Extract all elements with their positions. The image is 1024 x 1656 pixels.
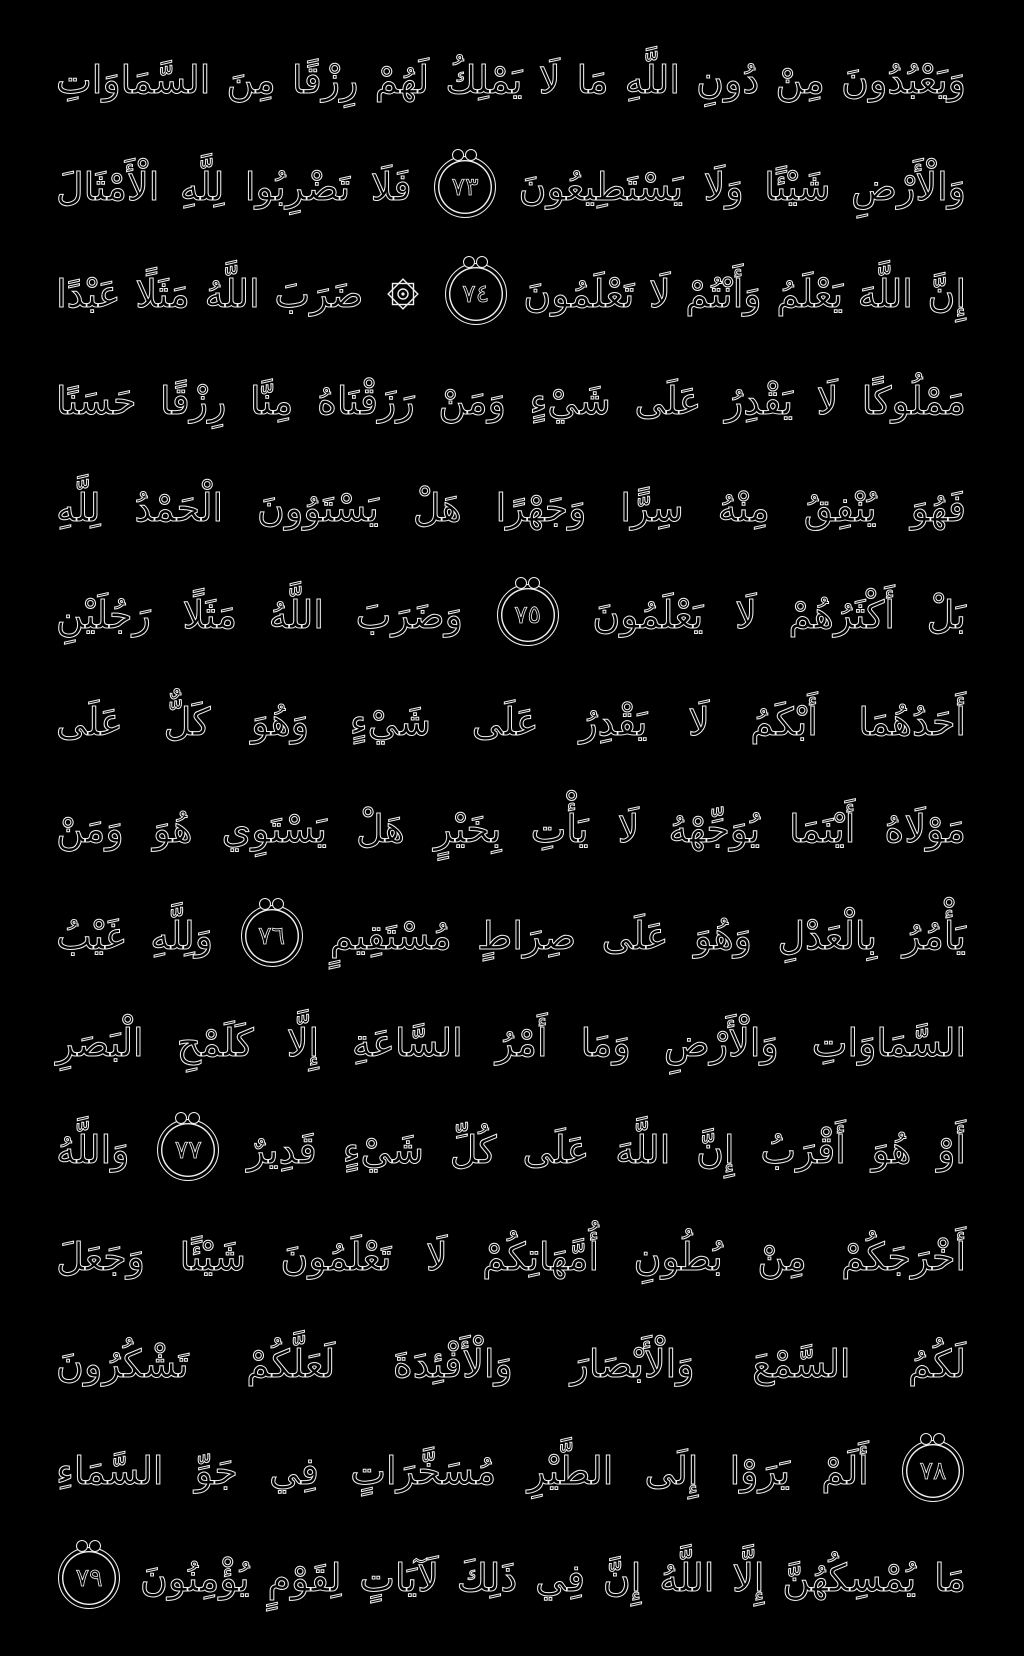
quran-word: لَا <box>425 1234 448 1279</box>
ayah-number: ٧٦ <box>258 921 285 950</box>
mushaf-line <box>56 1203 966 1310</box>
quran-word: عَلَى <box>522 1127 590 1172</box>
quran-word: مَا <box>934 1555 966 1600</box>
quran-word: يُنْفِقُ <box>803 485 877 530</box>
mushaf-line <box>56 989 966 1096</box>
mushaf-line <box>56 1096 966 1203</box>
quran-word: مِنَ <box>226 57 276 102</box>
quran-word: لَآيَاتٍ <box>359 1555 439 1600</box>
quran-word: مُسْتَقِيمٍ <box>330 913 452 958</box>
quran-word: مَثَلًا <box>135 271 190 316</box>
mushaf-line <box>56 454 966 561</box>
quran-word: لَكُمُ <box>908 1341 966 1386</box>
quran-word: لِقَوْمٍ <box>267 1555 342 1600</box>
quran-word: يَعْلَمُ <box>776 271 844 316</box>
quran-word: أَقْرَبُ <box>760 1127 846 1172</box>
quran-word: أُمَّهَاتِكُمْ <box>482 1234 600 1279</box>
quran-word: أَخْرَجَكُمْ <box>841 1234 966 1279</box>
quran-word: وَالْأَبْصَارَ <box>570 1341 695 1386</box>
quran-word: لَا <box>538 57 561 102</box>
quran-word: فِي <box>269 1448 319 1493</box>
quran-word: يَمْلِكُ <box>445 57 523 102</box>
quran-word: وَالْأَرْضِ <box>851 164 966 209</box>
mushaf-line <box>56 775 966 882</box>
quran-word: عَلَى <box>471 699 539 744</box>
mushaf-line <box>56 26 966 133</box>
quran-word: لَا <box>816 378 839 423</box>
quran-word: يَقْدِرُ <box>724 378 794 423</box>
quran-word: السَّاعَةِ <box>352 1020 463 1065</box>
ayah-number: ٧٥ <box>514 600 542 629</box>
quran-word: دُونِ <box>696 57 760 102</box>
quran-word: رَجُلَيْنِ <box>56 592 151 637</box>
quran-word: أَبْكَمُ <box>750 699 818 744</box>
ayah-end-marker <box>241 905 303 967</box>
quran-word: وَجَعَلَ <box>56 1234 146 1279</box>
quran-word: رِزْقًا <box>159 378 227 423</box>
quran-word: أَمْرُ <box>495 1020 548 1065</box>
quran-word: إِنَّ <box>927 271 966 316</box>
quran-word: أَوْ <box>937 1127 966 1172</box>
quran-word: يُمْسِكُهُنَّ <box>782 1555 917 1600</box>
ayah-end-marker <box>157 1119 219 1181</box>
quran-word: مِنْهُ <box>717 485 770 530</box>
quran-word: عَلَى <box>634 378 702 423</box>
quran-word: ضَرَبَ <box>274 271 364 316</box>
quran-word: مَا <box>576 57 609 102</box>
quran-word: تَضْرِبُوا <box>244 164 351 209</box>
quran-word: وَأَنْتُمْ <box>685 271 762 316</box>
quran-word: وَيَعْبُدُونَ <box>841 57 966 102</box>
mushaf-line <box>56 240 966 347</box>
quran-word: هَلْ <box>356 806 405 851</box>
quran-word: وَضَرَبَ <box>355 592 463 637</box>
quran-word: الْأَمْثَالَ <box>56 164 160 209</box>
ayah-end-marker <box>497 584 559 646</box>
quran-word: لِلَّهِ <box>56 485 101 530</box>
quran-word: بَلْ <box>926 592 966 637</box>
quran-word: إِلَّا <box>286 1020 319 1065</box>
quran-word: بُطُونِ <box>633 1234 723 1279</box>
quran-word: مُسَخَّرَاتٍ <box>350 1448 497 1493</box>
quran-word: كَلَمْحِ <box>176 1020 254 1065</box>
mushaf-line <box>56 1417 966 1524</box>
quran-word: وَهُوَ <box>251 699 310 744</box>
ayah-number: ٧٨ <box>919 1456 947 1485</box>
quran-word: إِنَّ <box>696 1127 735 1172</box>
quran-word: يَأْتِ <box>530 806 589 851</box>
quran-word: اللَّهِ <box>624 57 680 102</box>
quran-word: عَلَى <box>56 699 123 744</box>
mushaf-line <box>56 882 966 989</box>
quran-word: الْبَصَرِ <box>56 1020 144 1065</box>
quran-word: فِي <box>535 1555 586 1600</box>
quran-word: صِرَاطٍ <box>477 913 577 958</box>
quran-word: إِنَّ <box>602 1555 642 1600</box>
ayah-number: ٧٤ <box>462 279 490 308</box>
quran-word: تَعْلَمُونَ <box>280 1234 392 1279</box>
quran-word: كَلٌّ <box>163 699 211 744</box>
quran-word: لَهُمْ <box>374 57 430 102</box>
quran-word: مَوْلَاهُ <box>884 806 966 851</box>
quran-word: وَلَا <box>703 164 744 209</box>
quran-word: بِخَيْرٍ <box>433 806 502 851</box>
quran-word: جَوِّ <box>194 1448 238 1493</box>
quran-word: السَّمَاوَاتِ <box>56 57 211 102</box>
quran-word: رَزَقْنَاهُ <box>316 378 415 423</box>
quran-word: يُؤْمِنُونَ <box>139 1555 250 1600</box>
quran-word: يَسْتَوِي <box>221 806 327 851</box>
quran-word: مِنَّا <box>249 378 294 423</box>
quran-word: لَا <box>688 699 710 744</box>
quran-word: أَيْنَمَا <box>789 806 856 851</box>
quran-word: بِالْعَدْلِ <box>777 913 878 958</box>
quran-word: اللَّهَ <box>615 1127 671 1172</box>
quran-word: وَمَا <box>580 1020 631 1065</box>
quran-word: يَسْتَطِيعُونَ <box>518 164 684 209</box>
quran-word: حَسَنًا <box>56 378 137 423</box>
quran-word: اللَّهُ <box>204 271 260 316</box>
quran-word: رِزْقًا <box>292 57 359 102</box>
quran-word: فَهُوَ <box>910 485 966 530</box>
mushaf-line <box>56 1310 966 1417</box>
quran-word: يُوَجِّهْهُ <box>668 806 761 851</box>
mushaf-line <box>56 347 966 454</box>
quran-word: مِنْ <box>757 1234 807 1279</box>
ayah-end-marker <box>902 1440 964 1502</box>
quran-word: السَّمْعَ <box>752 1341 851 1386</box>
quran-word: يَقْدِرُ <box>579 699 648 744</box>
quran-word: ذَلِكَ <box>456 1555 518 1600</box>
mushaf-line <box>56 133 966 240</box>
quran-word: كُلِّ <box>449 1127 497 1172</box>
quran-word: هَلْ <box>412 485 462 530</box>
quran-word: تَشْكُرُونَ <box>56 1341 189 1386</box>
quran-word: السَّمَاوَاتِ <box>811 1020 966 1065</box>
quran-word: الْحَمْدُ <box>134 485 224 530</box>
quran-word: أَكْثَرُهُمْ <box>788 592 895 637</box>
mushaf-line <box>56 1524 966 1631</box>
quran-word: عَلَى <box>601 913 669 958</box>
quran-word: مَمْلُوكًا <box>861 378 966 423</box>
ayah-number: ٧٧ <box>174 1135 202 1164</box>
quran-word: لَا <box>649 271 671 316</box>
quran-word: يَرَوْا <box>729 1448 791 1493</box>
quran-word: شَيْئًا <box>179 1234 246 1279</box>
quran-word: وَمَنْ <box>56 806 124 851</box>
quran-word: وَهُوَ <box>693 913 752 958</box>
quran-word: يَأْمُرُ <box>902 913 966 958</box>
quran-word: قَدِيرٌ <box>247 1127 317 1172</box>
mushaf-line <box>56 561 966 668</box>
quran-word: وَلِلَّهِ <box>150 913 214 958</box>
quran-word: يَسْتَوُونَ <box>257 485 379 530</box>
quran-word: غَيْبُ <box>56 913 125 958</box>
quran-word: سِرًّا <box>620 485 684 530</box>
quran-word: شَيْءٍ <box>349 699 432 744</box>
quran-word: وَالْأَرْضِ <box>663 1020 779 1065</box>
quran-word: وَمَنْ <box>438 378 506 423</box>
quran-word: شَيْءٍ <box>529 378 611 423</box>
quran-word: شَيْءٍ <box>342 1127 424 1172</box>
quran-word: اللَّهُ <box>659 1555 715 1600</box>
ayah-end-marker <box>434 156 496 218</box>
ayah-number: ٧٣ <box>451 172 479 201</box>
quran-word: هُوَ <box>871 1127 912 1172</box>
quran-word: عَبْدًا <box>56 271 121 316</box>
quran-word: إِلَى <box>644 1448 699 1493</box>
ayah-end-marker <box>58 1547 120 1609</box>
mushaf-line <box>56 668 966 775</box>
quran-word: لَا <box>735 592 757 637</box>
quran-word: أَلَمْ <box>821 1448 869 1493</box>
quran-word: وَجَهْرًا <box>495 485 587 530</box>
quran-word: هُوَ <box>152 806 193 851</box>
quran-word: يَعْلَمُونَ <box>592 592 704 637</box>
quran-word: وَاللَّهُ <box>56 1127 130 1172</box>
quran-word: وَالْأَفْئِدَةَ <box>392 1341 513 1386</box>
ayah-number: ٧٩ <box>75 1563 103 1592</box>
quran-word: اللَّهَ <box>857 271 913 316</box>
quran-word: السَّمَاءِ <box>56 1448 164 1493</box>
quran-word: فَلَا <box>370 164 412 209</box>
quran-word: تَعْلَمُونَ <box>523 271 635 316</box>
quran-word: مَثَلًا <box>182 592 238 637</box>
quran-word: لِلَّهِ <box>179 164 225 209</box>
quran-word: اللَّهُ <box>268 592 324 637</box>
ayah-end-marker <box>445 263 507 325</box>
quran-word: لَعَلَّكُمْ <box>246 1341 336 1386</box>
quran-word: إِلَّا <box>732 1555 765 1600</box>
quran-word: الطَّيْرِ <box>527 1448 614 1493</box>
quran-word: شَيْئًا <box>764 164 831 209</box>
quran-word: أَحَدُهُمَا <box>858 699 966 744</box>
quran-word: مِنْ <box>775 57 825 102</box>
quran-word: لَا <box>617 806 640 851</box>
rub-el-hizb-icon <box>380 271 426 317</box>
